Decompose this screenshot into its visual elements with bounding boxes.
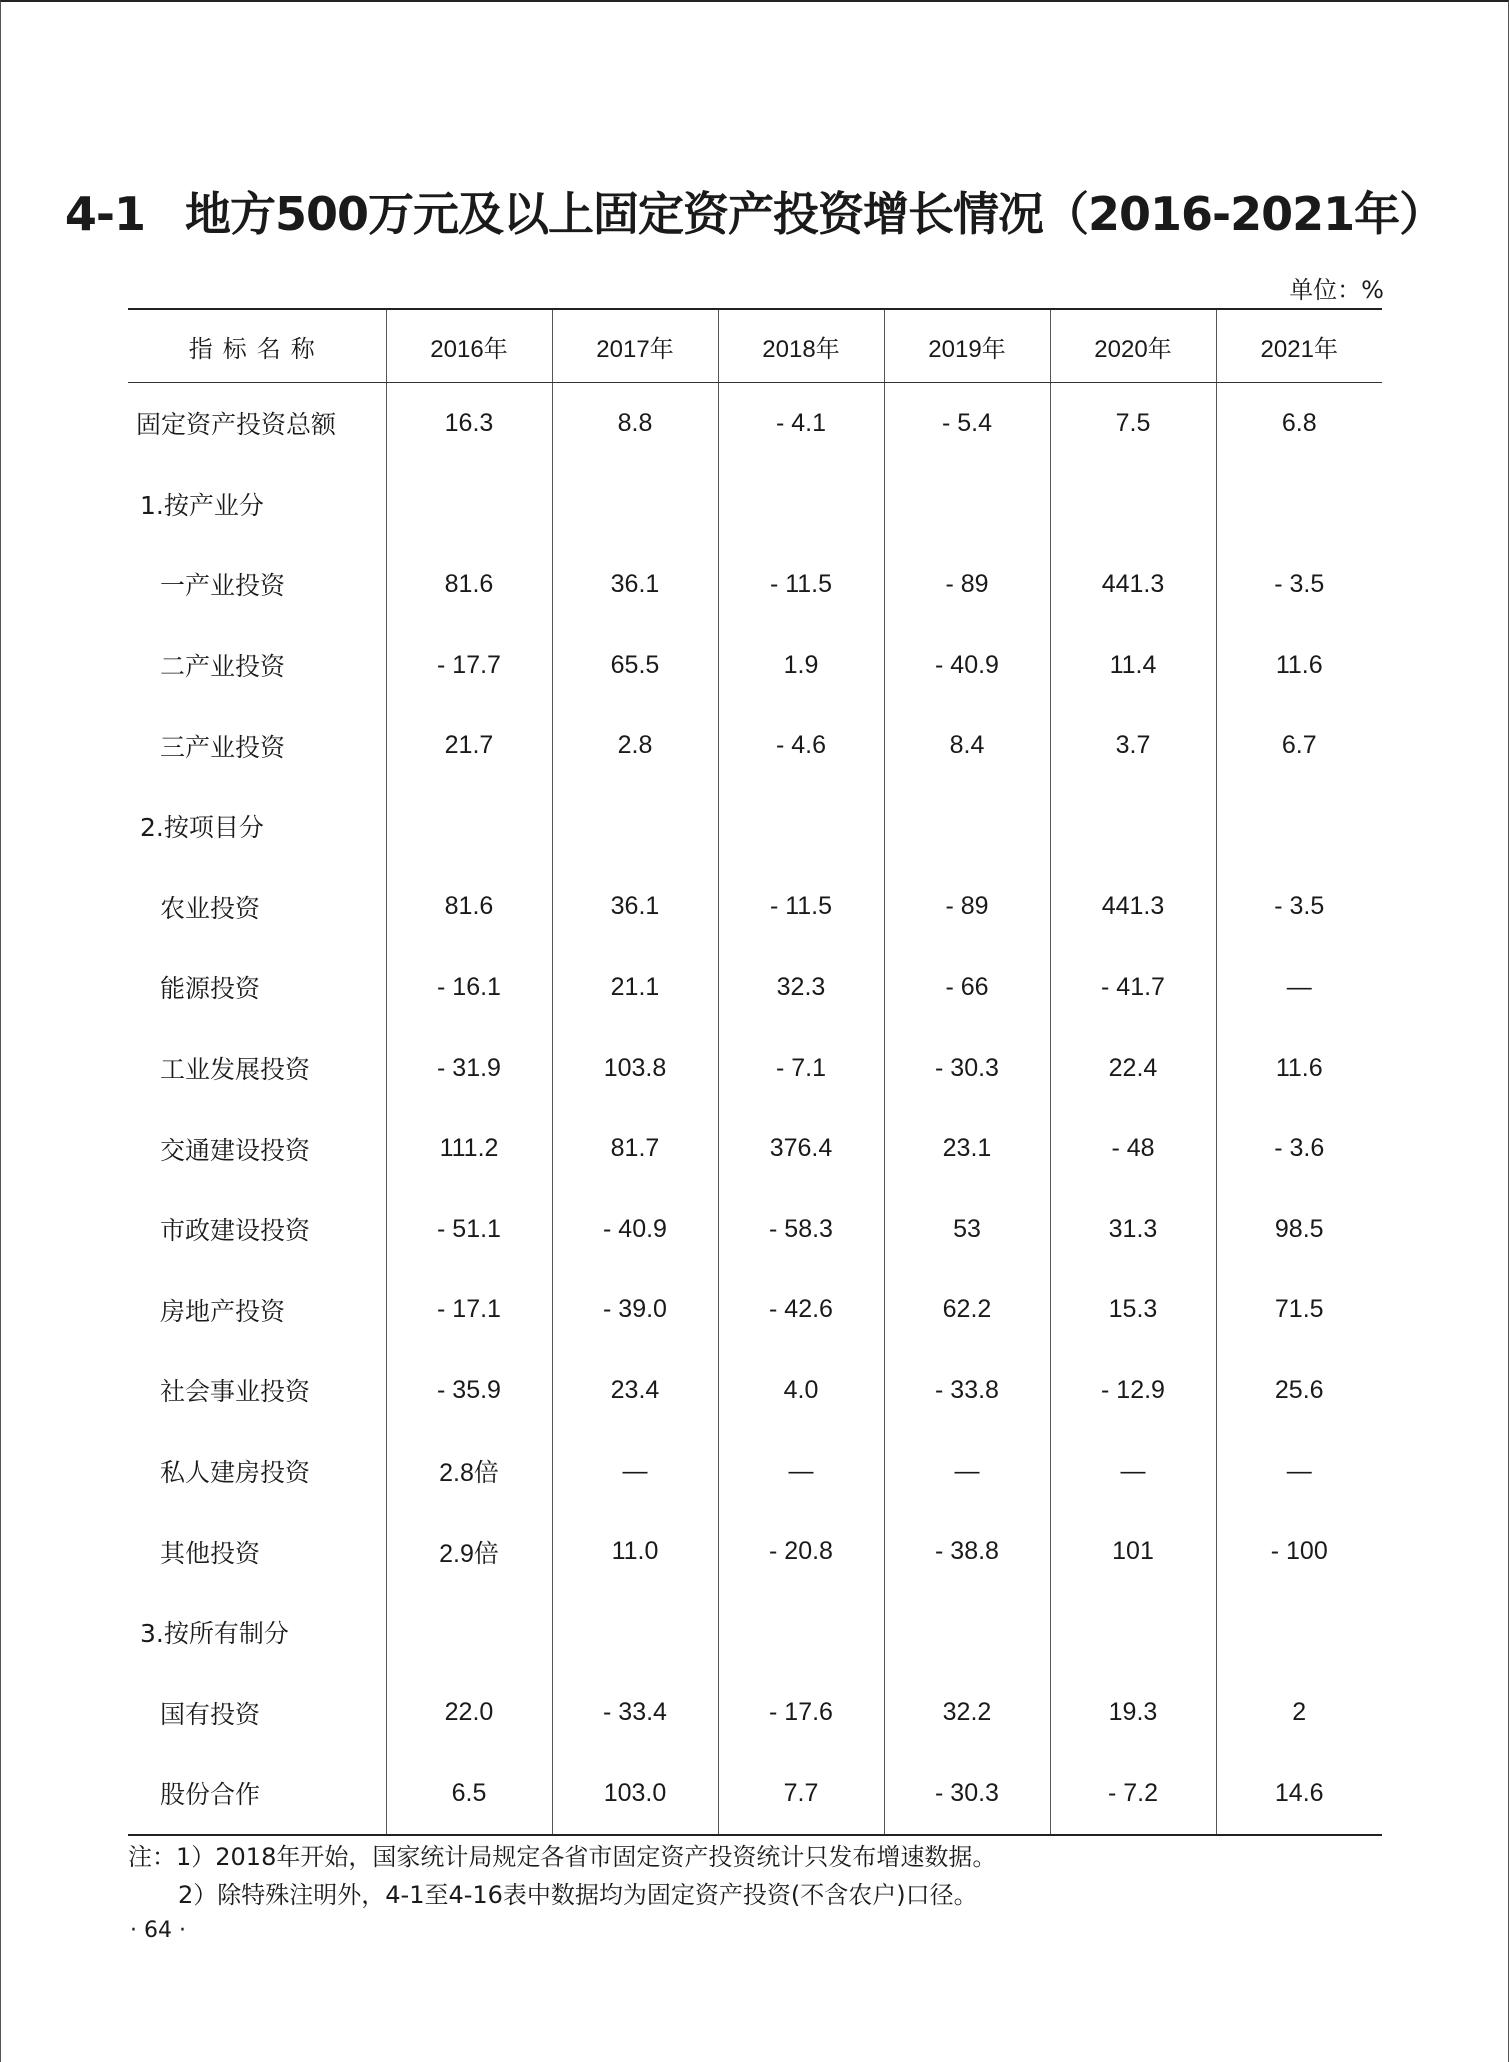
cell-value: 32.3 bbox=[718, 947, 884, 1028]
cell-value bbox=[1050, 464, 1216, 545]
cell-value: 19.3 bbox=[1050, 1673, 1216, 1754]
cell-value: 441.3 bbox=[1050, 544, 1216, 625]
table-row bbox=[128, 1028, 1382, 1109]
cell-value bbox=[1216, 464, 1382, 545]
row-label: 私人建房投资 bbox=[128, 1431, 386, 1512]
cell-value: - 58.3 bbox=[718, 1189, 884, 1270]
cell-value: - 17.6 bbox=[718, 1673, 884, 1754]
cell-value: - 41.7 bbox=[1050, 947, 1216, 1028]
table-row bbox=[128, 1350, 1382, 1431]
header-year: 2019年 bbox=[884, 309, 1050, 383]
cell-value: 36.1 bbox=[552, 867, 718, 948]
note-2: 2）除特殊注明外，4-1至4-16表中数据均为固定资产投资(不含农户)口径。 bbox=[178, 1881, 978, 1909]
cell-value: 11.6 bbox=[1216, 1028, 1382, 1109]
cell-value: 31.3 bbox=[1050, 1189, 1216, 1270]
header-year: 2016年 bbox=[386, 309, 552, 383]
row-label: 1.按产业分 bbox=[128, 464, 386, 545]
cell-value: - 20.8 bbox=[718, 1511, 884, 1592]
cell-value: - 51.1 bbox=[386, 1189, 552, 1270]
cell-value: - 7.1 bbox=[718, 1028, 884, 1109]
cell-value: 15.3 bbox=[1050, 1270, 1216, 1351]
cell-value: - 39.0 bbox=[552, 1270, 718, 1351]
cell-value bbox=[718, 464, 884, 545]
notes bbox=[128, 1838, 996, 1914]
cell-value: 6.5 bbox=[386, 1753, 552, 1835]
row-label: 二产业投资 bbox=[128, 625, 386, 706]
cell-value: 3.7 bbox=[1050, 705, 1216, 786]
row-label: 农业投资 bbox=[128, 867, 386, 948]
cell-value: — bbox=[552, 1431, 718, 1512]
cell-value: - 4.1 bbox=[718, 383, 884, 464]
cell-value: - 35.9 bbox=[386, 1350, 552, 1431]
cell-value: 103.8 bbox=[552, 1028, 718, 1109]
cell-value: - 48 bbox=[1050, 1108, 1216, 1189]
unit-label: 单位：% bbox=[1289, 276, 1384, 304]
header-year: 2018年 bbox=[718, 309, 884, 383]
cell-value: - 30.3 bbox=[884, 1028, 1050, 1109]
table-row bbox=[128, 383, 1382, 464]
cell-value: 11.0 bbox=[552, 1511, 718, 1592]
header-year: 2021年 bbox=[1216, 309, 1382, 383]
cell-value: — bbox=[718, 1431, 884, 1512]
table-row bbox=[128, 1673, 1382, 1754]
cell-value: 81.6 bbox=[386, 867, 552, 948]
cell-value: - 33.4 bbox=[552, 1673, 718, 1754]
cell-value bbox=[1050, 1592, 1216, 1673]
row-label: 固定资产投资总额 bbox=[128, 383, 386, 464]
cell-value: 22.4 bbox=[1050, 1028, 1216, 1109]
cell-value: — bbox=[1216, 1431, 1382, 1512]
cell-value: 14.6 bbox=[1216, 1753, 1382, 1835]
table-row bbox=[128, 1511, 1382, 1592]
cell-value bbox=[718, 786, 884, 867]
cell-value: - 12.9 bbox=[1050, 1350, 1216, 1431]
cell-value: 11.4 bbox=[1050, 625, 1216, 706]
cell-value: 7.7 bbox=[718, 1753, 884, 1835]
row-label: 2.按项目分 bbox=[128, 786, 386, 867]
header-year: 2020年 bbox=[1050, 309, 1216, 383]
cell-value: - 31.9 bbox=[386, 1028, 552, 1109]
cell-value bbox=[1216, 786, 1382, 867]
row-label: 能源投资 bbox=[128, 947, 386, 1028]
header-row bbox=[128, 309, 1382, 383]
row-label: 3.按所有制分 bbox=[128, 1592, 386, 1673]
table-number: 4-1 bbox=[64, 187, 145, 241]
cell-value: 376.4 bbox=[718, 1108, 884, 1189]
header-indicator: 指标名称 bbox=[128, 309, 386, 383]
cell-value: 4.0 bbox=[718, 1350, 884, 1431]
cell-value bbox=[552, 786, 718, 867]
row-label: 股份合作 bbox=[128, 1753, 386, 1835]
cell-value: 23.4 bbox=[552, 1350, 718, 1431]
cell-value: — bbox=[884, 1431, 1050, 1512]
row-label: 社会事业投资 bbox=[128, 1350, 386, 1431]
cell-value bbox=[386, 786, 552, 867]
cell-value: - 89 bbox=[884, 867, 1050, 948]
cell-value: 62.2 bbox=[884, 1270, 1050, 1351]
cell-value: - 42.6 bbox=[718, 1270, 884, 1351]
cell-value: 7.5 bbox=[1050, 383, 1216, 464]
cell-value bbox=[718, 1592, 884, 1673]
cell-value: 2.9倍 bbox=[386, 1511, 552, 1592]
cell-value bbox=[552, 1592, 718, 1673]
table-row bbox=[128, 1270, 1382, 1351]
cell-value: - 89 bbox=[884, 544, 1050, 625]
cell-value: - 30.3 bbox=[884, 1753, 1050, 1835]
table-row bbox=[128, 1431, 1382, 1512]
table-row bbox=[128, 786, 1382, 867]
table-row bbox=[128, 705, 1382, 786]
cell-value: 23.1 bbox=[884, 1108, 1050, 1189]
cell-value: — bbox=[1216, 947, 1382, 1028]
cell-value: 65.5 bbox=[552, 625, 718, 706]
cell-value: - 33.8 bbox=[884, 1350, 1050, 1431]
cell-value: 101 bbox=[1050, 1511, 1216, 1592]
cell-value: - 100 bbox=[1216, 1511, 1382, 1592]
cell-value: 16.3 bbox=[386, 383, 552, 464]
cell-value: - 7.2 bbox=[1050, 1753, 1216, 1835]
cell-value: 103.0 bbox=[552, 1753, 718, 1835]
cell-value bbox=[386, 464, 552, 545]
cell-value: - 17.7 bbox=[386, 625, 552, 706]
cell-value: - 5.4 bbox=[884, 383, 1050, 464]
cell-value: 21.7 bbox=[386, 705, 552, 786]
cell-value: 71.5 bbox=[1216, 1270, 1382, 1351]
cell-value: 81.6 bbox=[386, 544, 552, 625]
cell-value: 53 bbox=[884, 1189, 1050, 1270]
cell-value bbox=[884, 464, 1050, 545]
cell-value: 11.6 bbox=[1216, 625, 1382, 706]
row-label: 一产业投资 bbox=[128, 544, 386, 625]
cell-value: 2.8 bbox=[552, 705, 718, 786]
row-label: 其他投资 bbox=[128, 1511, 386, 1592]
cell-value: 36.1 bbox=[552, 544, 718, 625]
cell-value bbox=[386, 1592, 552, 1673]
cell-value bbox=[1216, 1592, 1382, 1673]
cell-value: 8.8 bbox=[552, 383, 718, 464]
row-label: 国有投资 bbox=[128, 1673, 386, 1754]
cell-value bbox=[552, 464, 718, 545]
cell-value: - 4.6 bbox=[718, 705, 884, 786]
row-label: 交通建设投资 bbox=[128, 1108, 386, 1189]
table-row bbox=[128, 867, 1382, 948]
table-row bbox=[128, 625, 1382, 706]
table-row bbox=[128, 544, 1382, 625]
cell-value: 6.8 bbox=[1216, 383, 1382, 464]
cell-value bbox=[884, 1592, 1050, 1673]
row-label: 工业发展投资 bbox=[128, 1028, 386, 1109]
row-label: 三产业投资 bbox=[128, 705, 386, 786]
cell-value: 1.9 bbox=[718, 625, 884, 706]
cell-value: 81.7 bbox=[552, 1108, 718, 1189]
cell-value: 22.0 bbox=[386, 1673, 552, 1754]
cell-value: 98.5 bbox=[1216, 1189, 1382, 1270]
cell-value: 2 bbox=[1216, 1673, 1382, 1754]
table-row bbox=[128, 464, 1382, 545]
data-table bbox=[128, 308, 1382, 1836]
note-1: 注：1）2018年开始，国家统计局规定各省市固定资产投资统计只发布增速数据。 bbox=[128, 1843, 997, 1871]
table-row bbox=[128, 1108, 1382, 1189]
table-title: 地方500万元及以上固定资产投资增长情况（2016-2021年） bbox=[184, 187, 1445, 241]
cell-value bbox=[884, 786, 1050, 867]
cell-value: 25.6 bbox=[1216, 1350, 1382, 1431]
header-year: 2017年 bbox=[552, 309, 718, 383]
row-label: 房地产投资 bbox=[128, 1270, 386, 1351]
cell-value: 2.8倍 bbox=[386, 1431, 552, 1512]
cell-value: - 40.9 bbox=[552, 1189, 718, 1270]
cell-value: - 17.1 bbox=[386, 1270, 552, 1351]
row-label: 市政建设投资 bbox=[128, 1189, 386, 1270]
cell-value: - 16.1 bbox=[386, 947, 552, 1028]
cell-value: 8.4 bbox=[884, 705, 1050, 786]
cell-value: 441.3 bbox=[1050, 867, 1216, 948]
cell-value: 21.1 bbox=[552, 947, 718, 1028]
cell-value: 32.2 bbox=[884, 1673, 1050, 1754]
cell-value: - 66 bbox=[884, 947, 1050, 1028]
cell-value: — bbox=[1050, 1431, 1216, 1512]
table-row bbox=[128, 1592, 1382, 1673]
table-row bbox=[128, 1753, 1382, 1835]
cell-value: - 38.8 bbox=[884, 1511, 1050, 1592]
cell-value: - 3.6 bbox=[1216, 1108, 1382, 1189]
cell-value: 111.2 bbox=[386, 1108, 552, 1189]
table-body bbox=[128, 383, 1382, 1835]
cell-value: 6.7 bbox=[1216, 705, 1382, 786]
cell-value: - 40.9 bbox=[884, 625, 1050, 706]
page-number: · 64 · bbox=[130, 1918, 186, 1943]
cell-value bbox=[1050, 786, 1216, 867]
table-row bbox=[128, 947, 1382, 1028]
cell-value: - 3.5 bbox=[1216, 544, 1382, 625]
table-row bbox=[128, 1189, 1382, 1270]
page-title bbox=[0, 178, 1509, 244]
cell-value: - 3.5 bbox=[1216, 867, 1382, 948]
cell-value: - 11.5 bbox=[718, 867, 884, 948]
cell-value: - 11.5 bbox=[718, 544, 884, 625]
